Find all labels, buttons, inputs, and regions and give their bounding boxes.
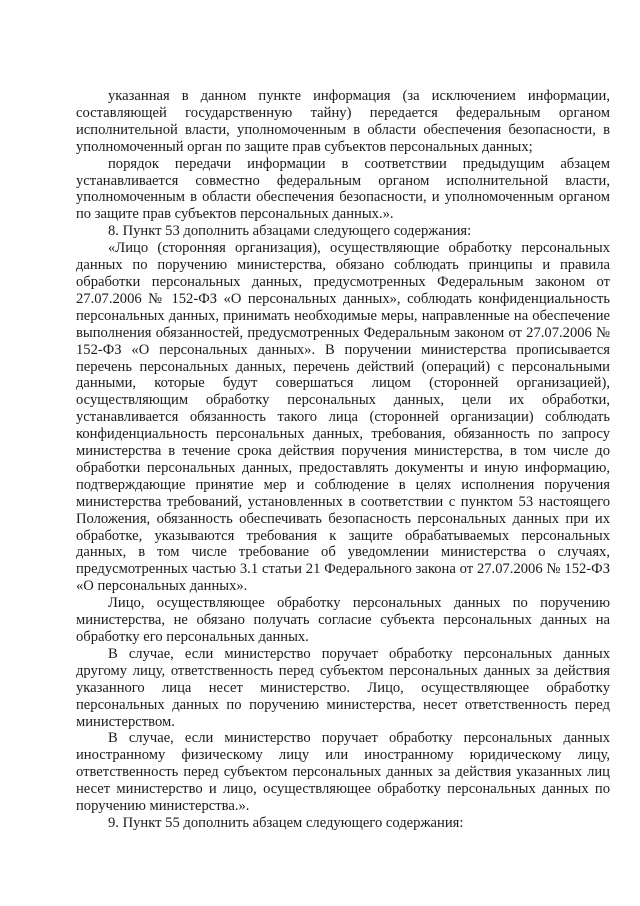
- paragraph-third-party-obligations: «Лицо (сторонняя организация), осуществляющие обработку персональных данных по поручению министерства, обязано соблюдать принципы и правила обработки персональных данных, предусмотренных Федеральным законом от 27.07.2006 № 152-ФЗ «О персональных данных», соблюдать конфиденциальность персональных данных, принимать необходимые меры, направленные на обеспечение выполнения обязанностей, предусмотренных Федеральным законом от 27.07.2006 № 152-ФЗ «О персональных данных». В поручении министерства прописывается перечень персональных данных, перечень действий (операций) с персональными данными, которые будут совершаться лицом (сторонней организацией), осуществляющим обработку персональных данных, цели их обработки, устанавливается обязанность такого лица (сторонней организации) соблюдать конфиденциальность персональных данных, требования, обязанность по запросу министерства в течение срока действия поручения министерства, в том числе до обработки персональных данных, предоставлять документы и иную информацию, подтверждающие принятие мер и соблюдение в целях исполнения поручения министерства требований, установленных в соответствии с пунктом 53 настоящего Положения, обязанность обеспечивать безопасность персональных данных при их обработке, указываются требования к защите обрабатываемых персональных данных, в том числе требование об уведомлении министерства о случаях, предусмотренных частью 3.1 статьи 21 Федерального закона от 27.07.2006 № 152-ФЗ «О персональных данных».: [76, 240, 610, 595]
- paragraph-consent-not-required: Лицо, осуществляющее обработку персональных данных по поручению министерства, не обязано получать согласие субъекта персональных данных на обработку его персональных данных.: [76, 595, 610, 645]
- paragraph-information-transfer: указанная в данном пункте информация (за исключением информации, составляющей государственную тайну) передается федеральным органом исполнительной власти, уполномоченным в области обеспечения безопасности, в уполномоченный орган по защите прав субъектов персональных данных;: [76, 88, 610, 155]
- paragraph-ministry-responsibility: В случае, если министерство поручает обработку персональных данных другому лицу, ответственность перед субъектом персональных данных за действия указанного лица несет министерство. Лицо, осуществляющее обработку персональных данных по поручению министерства, несет ответственность перед министерством.: [76, 645, 610, 730]
- paragraph-item-8-heading: 8. Пункт 53 дополнить абзацами следующего содержания:: [108, 223, 472, 240]
- paragraph-item-9-heading: 9. Пункт 55 дополнить абзацем следующего содержания:: [108, 814, 464, 831]
- paragraph-transfer-procedure: порядок передачи информации в соответствии предыдущим абзацем устанавливается совместно федеральным органом исполнительной власти, уполномоченным в области обеспечения безопасности, и уполномоченным органом по защите прав субъектов персональных данных.».: [76, 155, 610, 223]
- document-body: [76, 88, 610, 832]
- paragraph-foreign-person-responsibility: В случае, если министерство поручает обработку персональных данных иностранному физическому лицу или иностранному юридическому лицу, ответственность перед субъектом персональных данных за действия указанных лиц несет министерство и лицо, осуществляющее обработку персональных данных по поручению министерства.».: [76, 730, 610, 815]
